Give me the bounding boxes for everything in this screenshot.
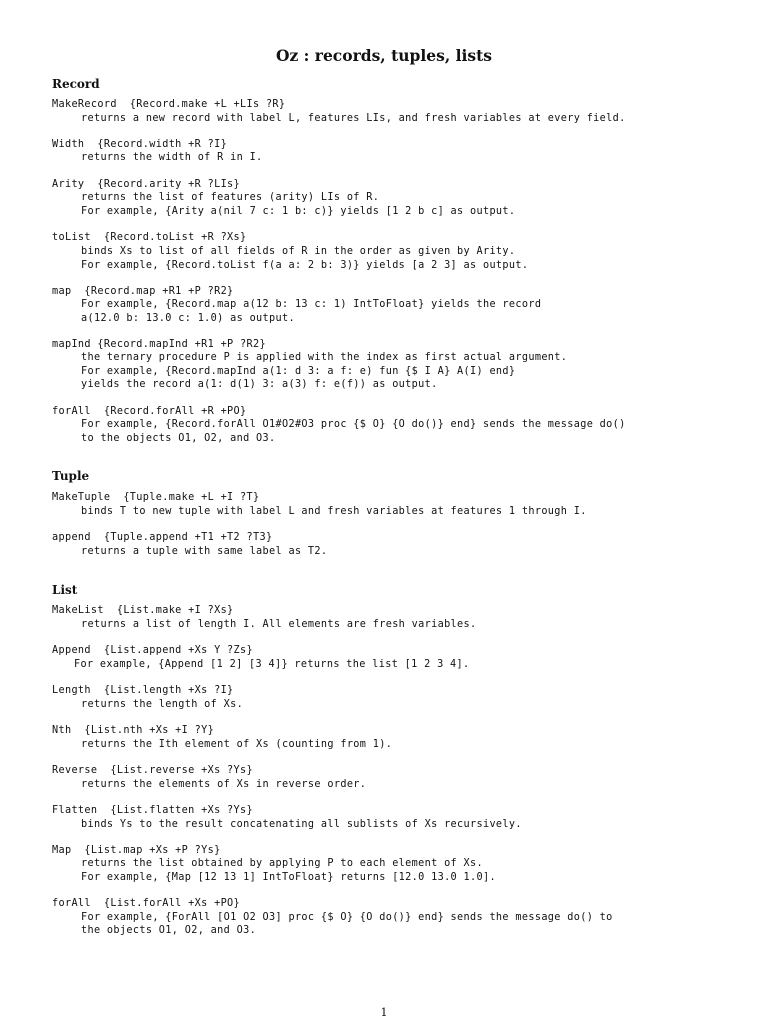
entry-signature: toList {Record.toList +R ?Xs} xyxy=(52,232,247,243)
entry-description: returns the length of Xs. xyxy=(81,699,244,710)
entry-example: For example, {Record.mapInd a(1: d 3: a f: e) fun {$ I A} A(I) end} xyxy=(81,366,516,377)
entry-description: returns the width of R in I. xyxy=(81,152,263,163)
section-heading-list: List xyxy=(52,583,78,597)
section-heading-tuple: Tuple xyxy=(52,469,90,483)
entry-description: returns the list of features (arity) LIs of R. xyxy=(81,192,380,203)
entry-signature: append {Tuple.append +T1 +T2 ?T3} xyxy=(52,532,273,543)
page-number: 1 xyxy=(380,1006,388,1019)
entry-signature: MakeTuple {Tuple.make +L +I ?T} xyxy=(52,492,260,503)
entry-description: returns a tuple with same label as T2. xyxy=(81,546,328,557)
entry-signature: Nth {List.nth +Xs +I ?Y} xyxy=(52,725,215,736)
section-heading-record: Record xyxy=(52,77,100,91)
entry-example: For example, {Record.map a(12 b: 13 c: 1) IntToFloat} yields the record xyxy=(81,299,542,310)
entry-signature: MakeList {List.make +I ?Xs} xyxy=(52,605,234,616)
entry-signature: map {Record.map +R1 +P ?R2} xyxy=(52,286,234,297)
entry-example: For example, {Map [12 13 1] IntToFloat} returns [12.0 13.0 1.0]. xyxy=(81,872,496,883)
entry-example: a(12.0 b: 13.0 c: 1.0) as output. xyxy=(81,313,295,324)
entry-signature: Reverse {List.reverse +Xs ?Ys} xyxy=(52,765,253,776)
entry-signature: Length {List.length +Xs ?I} xyxy=(52,685,234,696)
entry-description: returns the Ith element of Xs (counting from 1). xyxy=(81,739,393,750)
entry-example: For example, {Append [1 2] [3 4]} returns the list [1 2 3 4]. xyxy=(74,659,470,670)
entry-description: returns a new record with label L, features LIs, and fresh variables at every field. xyxy=(81,113,626,124)
entry-example: For example, {Arity a(nil 7 c: 1 b: c)} yields [1 2 b c] as output. xyxy=(81,206,516,217)
entry-signature: MakeRecord {Record.make +L +LIs ?R} xyxy=(52,99,286,110)
entry-signature: forAll {List.forAll +Xs +PO} xyxy=(52,898,241,909)
entry-example: yields the record a(1: d(1) 3: a(3) f: e(f)) as output. xyxy=(81,379,438,390)
entry-description: returns a list of length I. All elements are fresh variables. xyxy=(81,619,477,630)
entry-description: returns the list obtained by applying P to each element of Xs. xyxy=(81,858,483,869)
entry-signature: Append {List.append +Xs Y ?Zs} xyxy=(52,645,253,656)
entry-signature: Arity {Record.arity +R ?LIs} xyxy=(52,179,241,190)
entry-description: binds Ys to the result concatenating all sublists of Xs recursively. xyxy=(81,819,522,830)
entry-example: For example, {ForAll [O1 O2 O3] proc {$ O} {O do()} end} sends the message do() to xyxy=(81,912,613,923)
entry-description: the ternary procedure P is applied with the index as first actual argument. xyxy=(81,352,568,363)
entry-signature: Map {List.map +Xs +P ?Ys} xyxy=(52,845,221,856)
entry-signature: mapInd {Record.mapInd +R1 +P ?R2} xyxy=(52,339,266,350)
entry-description: binds Xs to list of all fields of R in the order as given by Arity. xyxy=(81,246,516,257)
entry-signature: Flatten {List.flatten +Xs ?Ys} xyxy=(52,805,253,816)
entry-example: the objects O1, O2, and O3. xyxy=(81,925,257,936)
entry-description: returns the elements of Xs in reverse order. xyxy=(81,779,367,790)
entry-example: For example, {Record.toList f(a a: 2 b: 3)} yields [a 2 3] as output. xyxy=(81,260,529,271)
entry-description: binds T to new tuple with label L and fresh variables at features 1 through I. xyxy=(81,506,587,517)
entry-signature: forAll {Record.forAll +R +PO} xyxy=(52,406,247,417)
page-title: Oz : records, tuples, lists xyxy=(275,46,493,65)
entry-example: to the objects O1, O2, and O3. xyxy=(81,433,276,444)
entry-example: For example, {Record.forAll O1#O2#O3 proc {$ O} {O do()} end} sends the message do() xyxy=(81,419,626,430)
entry-signature: Width {Record.width +R ?I} xyxy=(52,139,228,150)
